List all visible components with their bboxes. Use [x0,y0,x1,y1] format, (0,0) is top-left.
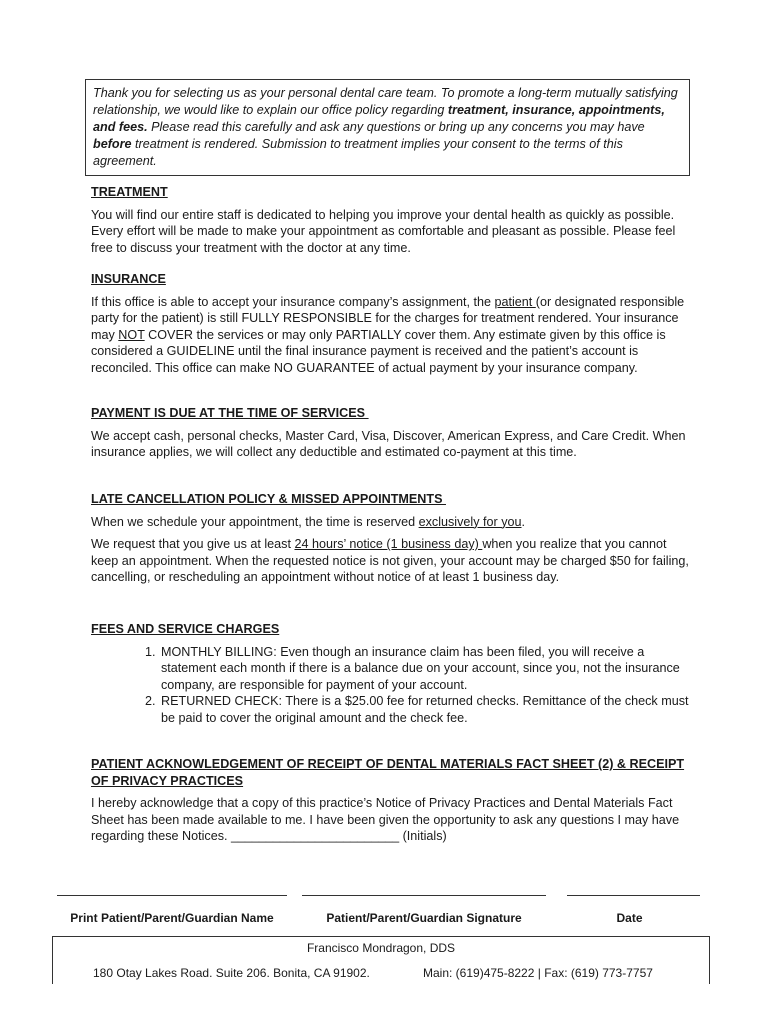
intro-bold-before: before [93,137,132,151]
insurance-section [91,271,691,383]
footer-box [52,936,710,984]
insurance-text-3: COVER the services or may only PARTIALLY cover them. Any estimate given by this office is considered a GUIDELINE until the final insurance payment is received and the patient’s account is reconciled. This office can make NO GUARANTEE of actual payment by your insurance company. [91,327,666,375]
list-item: 2. RETURNED CHECK: There is a $25.00 fee for returned checks. Remittance of the check must be paid to cover the original amount and the check fee. [159,693,691,726]
intro-text-3: treatment is rendered. Submission to treatment implies your consent to the terms of this agreement. [93,137,623,168]
name-signature-line[interactable] [57,895,287,896]
name-label: Print Patient/Parent/Guardian Name [70,911,274,925]
ack-text: I hereby acknowledge that a copy of this practice’s Notice of Privacy Practices and Dental Materials Fact Sheet has been made available to me. I have been given the opportunity to ask any questions I may have regarding these Notices. ________________________ (Initials) [91,796,680,844]
insurance-underline-patient: patient [494,294,536,309]
late-underline-exclusively: exclusively for you [418,514,522,529]
intro-text-2: Please read this carefully and ask any questions or bring up any concerns you may have [147,120,645,134]
insurance-underline-not: NOT [118,327,145,342]
insurance-heading: INSURANCE [91,272,166,286]
office-address: 180 Otay Lakes Road. Suite 206. Bonita, CA 91902. [93,966,370,980]
treatment-section [91,184,691,262]
fees-list [91,644,691,727]
late-p1-end: . [521,514,525,529]
late-p2-rest: when you realize that you cannot keep an appointment. When the requested notice is not given, your account may be charged $50 for failing, cancelling, or rescheduling an appointment without notice of at least 1 business day. [91,537,689,585]
fees-section [91,621,691,727]
intro-text-1: Thank you for selecting us as your personal dental care team. To promote a long-term mutually satisfying relationship, we would like to explain our office policy regarding [93,86,678,117]
list-item: 1. MONTHLY BILLING: Even though an insurance claim has been filed, you will receive a statement each month if there is a balance due on your account, since you, not the insurance company, are responsible for payment of your account. [159,644,691,694]
payment-section [91,405,691,467]
date-signature-line[interactable] [567,895,700,896]
insurance-text-2: (or designated responsible party for the patient) is still FULLY RESPONSIBLE for the charges for treatment rendered. Your insurance may [91,294,685,342]
signature-label: Patient/Parent/Guardian Signature [326,911,522,925]
insurance-text [91,294,691,377]
late-section [91,491,691,592]
late-underline-notice: 24 hours’ notice (1 business day) [294,537,483,552]
late-text-2 [91,536,691,586]
late-text-1 [91,514,691,531]
date-label: Date [616,911,643,925]
intro-box [85,79,690,176]
treatment-text: You will find our entire staff is dedicated to helping you improve your dental health as quickly as possible. Every effort will be made to make your appointment as comfortable and pleasant as possible. Please feel free to discuss your treatment with the doctor at any time. [91,207,676,255]
late-heading: LATE CANCELLATION POLICY & MISSED APPOINTMENTS [91,492,446,506]
payment-heading: PAYMENT IS DUE AT THE TIME OF SERVICES [91,406,369,420]
late-p2-text: We request that you give us at least [91,537,295,552]
late-p1-text: When we schedule your appointment, the time is reserved [91,514,419,529]
insurance-text-1: If this office is able to accept your insurance company’s assignment, the [91,294,495,309]
doctor-name: Francisco Mondragon, DDS [306,941,456,955]
intro-bold-topics: treatment, insurance, appointments, and fees. [93,103,665,134]
payment-text: We accept cash, personal checks, Master Card, Visa, Discover, American Express, and Care Credit. When insurance applies, we will collect any deductible and estimated co-payment at this time. [91,428,686,460]
office-phone: Main: (619)475-8222 | Fax: (619) 773-7757 [423,966,653,980]
fees-heading: FEES AND SERVICE CHARGES [91,622,280,636]
treatment-heading: TREATMENT [91,185,168,199]
ack-section [91,756,691,851]
signature-line[interactable] [302,895,546,896]
ack-heading: PATIENT ACKNOWLEDGEMENT OF RECEIPT OF DENTAL MATERIALS FACT SHEET (2) & RECEIPT OF PRIVACY PRACTICES [91,757,685,788]
